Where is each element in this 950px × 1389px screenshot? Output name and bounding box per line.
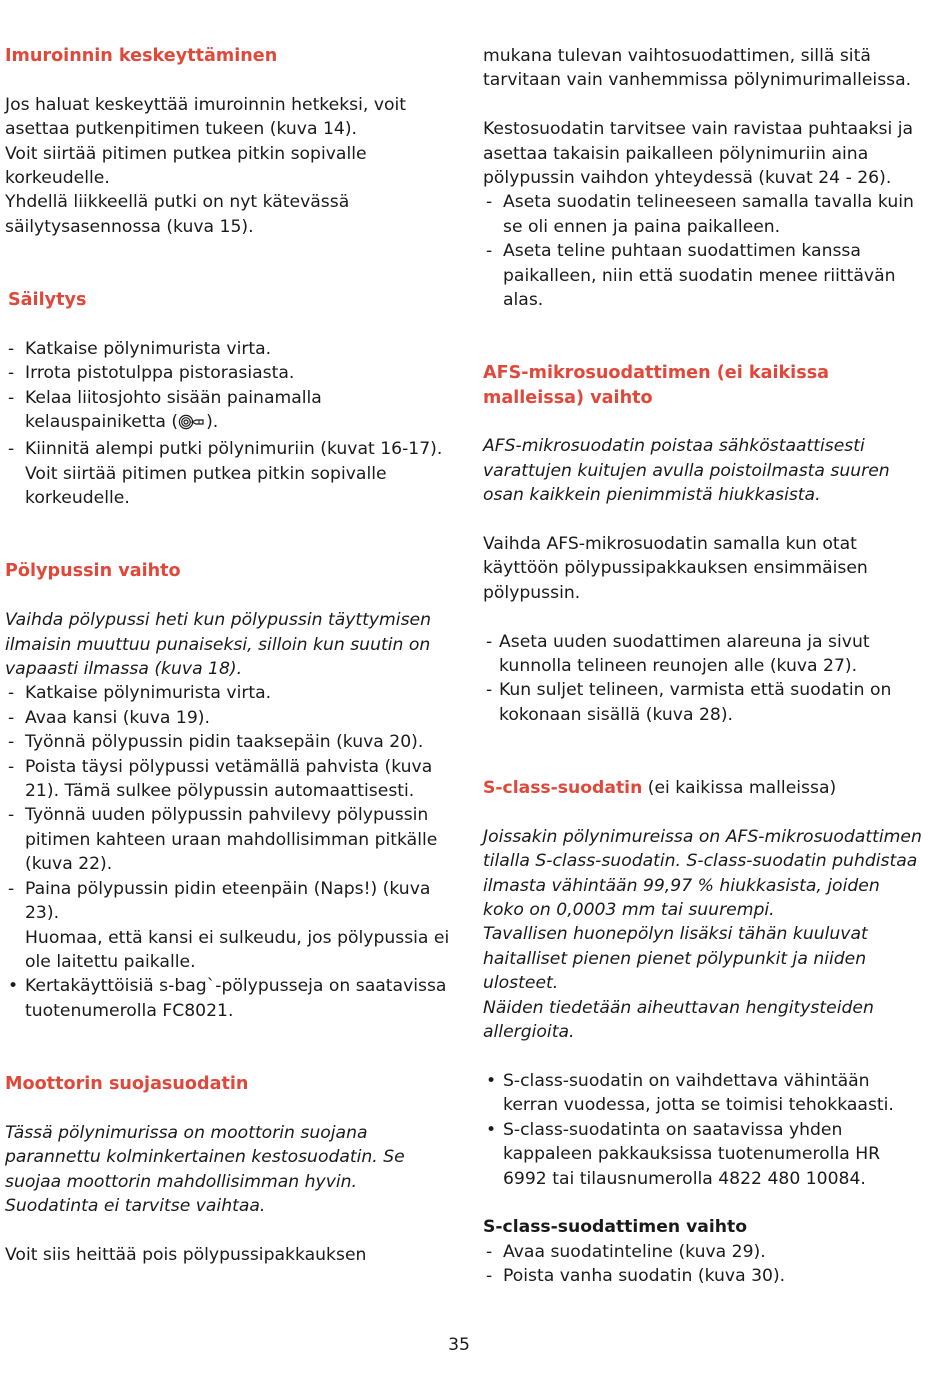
list-item: - Kiinnitä alempi putki pölynimuriin (kuvat 16-17). Voit siirtää pitimen putkea pitkin sopivalle korkeudelle. [8, 439, 443, 509]
intro-text: Joissakin pölynimureissa on AFS-mikrosuodattimen tilalla S-class-suodatin. S-class-suodatin puhdistaa ilmasta vähintään 99,97 % hiukkasista, joiden koko on 0,0003 mm tai suurempi. [483, 826, 922, 921]
section-heading-afs-filter: AFS-mikrosuodattimen (ei kaikissa malleissa) vaihto [483, 363, 830, 408]
paragraph: Jos haluat keskeyttää imuroinnin hetkeksi, voit asettaa putkenpitimen tukeen (kuva 14). [5, 94, 407, 140]
list-item: - Irrota pistotulppa pistorasiasta. [8, 363, 295, 384]
paragraph: Voit siis heittää pois pölypussipakkauksen [5, 1244, 367, 1265]
filter-steps-list [483, 190, 923, 312]
paragraph: Yhdellä liikkeellä putki on nyt kätevässä säilytysasennossa (kuva 15). [5, 192, 350, 237]
left-column [5, 44, 453, 1267]
paragraph: mukana tulevan vaihtosuodattimen, sillä sitä tarvitaan vain vanhemmissa pölynimurimalleissa. [483, 46, 912, 91]
list-item-note: Huomaa, että kansi ei sulkeudu, jos pölypussia ei ole laitettu paikalle. [25, 927, 450, 972]
list-item: - Kun suljet telineen, varmista että suodatin on kokonaan sisällä (kuva 28). [486, 680, 892, 725]
list-item: - Katkaise pölynimurista virta. [8, 683, 272, 704]
list-item: - Avaa kansi (kuva 19). [8, 707, 210, 728]
list-item: - Avaa suodatinteline (kuva 29). [486, 1241, 766, 1262]
list-item-bullet: • S-class-suodatin on vaihdettava vähintään kerran vuodessa, jotta se toimisi tehokkaasti. [486, 1070, 894, 1116]
paragraph: Kestosuodatin tarvitsee vain ravistaa puhtaaksi ja asettaa takaisin paikalleen pölynimuriin aina pölypussin vaihdon yhteydessä (kuvat 24 - 26). [483, 119, 914, 189]
dustbag-steps-list [5, 681, 453, 1023]
intro-text: Näiden tiedetään aiheuttavan hengitysteiden allergioita. [483, 997, 874, 1043]
section-heading-motor-filter: Moottorin suojasuodatin [5, 1073, 249, 1094]
section-heading-s-class-replace: S-class-suodattimen vaihto [483, 1217, 748, 1238]
list-item-bullet: • S-class-suodatinta on saatavissa yhden kappaleen pakkauksissa tuotenumerolla HR 6992 tai tilausnumerolla 4822 480 10084. [486, 1119, 881, 1189]
list-item: - Poista täysi pölypussi vetämällä pahvista (kuva 21). Tämä sulkee pölypussin automaattisesti. [8, 756, 433, 802]
list-item: - Poista vanha suodatin (kuva 30). [486, 1266, 786, 1287]
right-column [483, 44, 923, 1289]
list-item: - Aseta teline puhtaan suodattimen kanssa paikalleen, niin että suodatin menee riittävän alas. [486, 241, 896, 311]
list-item: - Kelaa liitosjohto sisään painamalla kelauspainiketta ( ). [5, 386, 453, 438]
intro-text: AFS-mikrosuodatin poistaa sähköstaattisesti varattujen kuitujen avulla poistoilmasta suuren osan kaikkein pienimmistä hiukkasista. [483, 436, 890, 506]
intro-text: Tavallisen huonepölyn lisäksi tähän kuuluvat haitalliset pienen pienet pölypunkit ja niiden ulosteet. [483, 924, 868, 994]
section-heading-pause: Imuroinnin keskeyttäminen [5, 46, 278, 66]
list-item: - Työnnä uuden pölypussin pahvilevy pölypussin pitimen kahteen uraan mahdollisimman pitkälle (kuva 22). [8, 805, 438, 875]
storage-steps-list [5, 337, 453, 511]
list-item: - Aseta uuden suodattimen alareuna ja sivut kunnolla telineen reunojen alle (kuva 27). [486, 631, 870, 677]
list-item-bullet: • Kertakäyttöisiä s-bag`-pölypusseja on saatavissa tuotenumerolla FC8021. [8, 976, 447, 1021]
s-class-steps-list [483, 1240, 923, 1289]
cord-reel-icon [178, 413, 206, 437]
intro-text: Vaihda pölypussi heti kun pölypussin täyttymisen ilmaisin muuttuu punaiseksi, silloin kun suutin on vapaasti ilmassa (kuva 18). [5, 610, 431, 680]
list-item: - Paina pölypussin pidin eteenpäin (Naps!) (kuva 23). [8, 878, 431, 924]
paragraph: Vaihda AFS-mikrosuodatin samalla kun otat käyttöön pölypussipakkauksen ensimmäisen pölypussin. [483, 534, 868, 603]
list-item: - Katkaise pölynimurista virta. [8, 338, 272, 359]
list-item: - Aseta suodatin telineeseen samalla tavalla kuin se oli ennen ja paina paikalleen. [486, 192, 914, 237]
page-number: 35 [448, 1335, 470, 1355]
section-heading-storage: Säilytys [8, 290, 87, 311]
afs-steps-list [483, 630, 923, 728]
section-heading-dustbag: Pölypussin vaihto [5, 561, 181, 582]
s-class-bullets [483, 1069, 923, 1191]
list-item: - Työnnä pölypussin pidin taaksepäin (kuva 20). [8, 732, 424, 753]
intro-text: Tässä pölynimurissa on moottorin suojana parannettu kolminkertainen kestosuodatin. Se suojaa moottorin mahdollisimman hyvin. Suodatinta ei tarvitse vaihtaa. [5, 1122, 405, 1216]
paragraph: Voit siirtää pitimen putkea pitkin sopivalle korkeudelle. [5, 143, 367, 189]
section-heading-s-class: S-class-suodatin (ei kaikissa malleissa) [483, 778, 837, 799]
